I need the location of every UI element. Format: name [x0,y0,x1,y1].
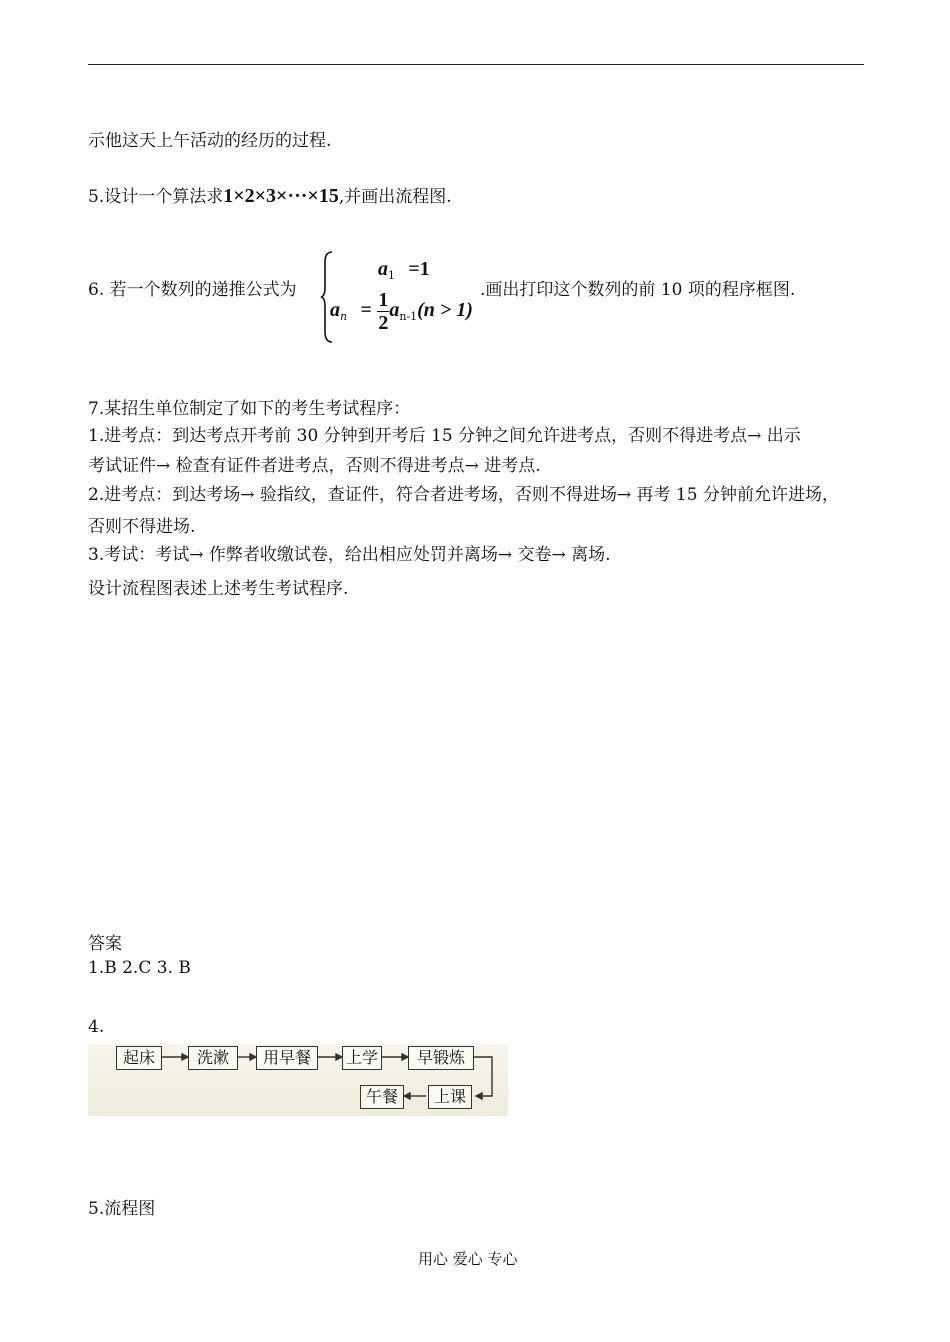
q6-row2-sub2: n-1 [399,310,418,323]
q5-math-expression: 1×2×3×···×15 [223,185,339,207]
flow-node-xishu: 洗漱 [188,1046,238,1070]
answer-5-label: 5.流程图 [88,1199,156,1219]
q6-frac-denominator: 2 [378,312,389,334]
q7-step1-line1: 1.进考点：到达考点开考前 30 分钟到开考后 15 分钟之间允许进考点，否则不得进考点→ 出示 [88,426,801,446]
q6-case-row-1 [378,258,430,281]
q6-row1-rhs: =1 [408,258,430,280]
flow-node-zaoduanlian: 早锻炼 [408,1046,474,1070]
q7-step2-line1: 2.进考点：到达考场→ 验指纹，查证件，符合者进考场，否则不得进场→ 再考 15 分钟前允许进场， [88,485,839,505]
flow-node-shangke: 上课 [428,1085,472,1109]
flow-node-shangxue: 上学 [342,1046,382,1070]
q5-prefix: 5.设计一个算法求 [88,187,224,207]
q6-row2-var: a [330,299,340,321]
q7-step3: 3.考试：考试→ 作弊者收缴试卷，给出相应处罚并离场→ 交卷→ 离场. [88,545,611,565]
q6-suffix: .画出打印这个数列的前 10 项的程序框图. [480,280,796,300]
q7-title: 7.某招生单位制定了如下的考生考试程序： [88,399,411,419]
answers-line-1: 1.B 2.C 3. B [88,958,191,978]
q6-row1-var: a [378,258,388,280]
q7-task: 设计流程图表述上述考生考试程序. [88,579,349,599]
q7-step1-line2: 考试证件→ 检查有证件者进考点，否则不得进考点→ 进考点. [88,456,541,476]
q4-tail-text: 示他这天上午活动的经历的过程. [88,131,332,151]
answer-4-label: 4. [88,1017,105,1037]
q6-row1-sub: 1 [388,269,395,282]
flow-node-wucan: 午餐 [360,1085,404,1109]
q6-fraction [377,290,389,333]
header-rule [88,64,864,65]
flow-node-yongzaocan: 用早餐 [256,1046,318,1070]
answers-title: 答案 [88,934,122,954]
q5-suffix: ,并画出流程图. [338,187,452,207]
q6-prefix: 6. 若一个数列的递推公式为 [88,280,297,300]
q6-row2-sub: n [340,310,348,323]
answer-4-flowchart-image [88,1044,508,1116]
q6-case-row-2 [330,290,473,333]
flow-node-qichuang: 起床 [116,1046,162,1070]
q6-row2-eq: = [360,299,372,321]
q7-step2-line2: 否则不得进场. [88,517,196,537]
q6-frac-numerator: 1 [378,289,389,311]
q6-row2-condition: (n > 1) [417,299,473,321]
question-5 [88,182,452,208]
page-footer: 用心 爱心 专心 [418,1250,518,1268]
q6-row2-var2: a [389,299,400,321]
